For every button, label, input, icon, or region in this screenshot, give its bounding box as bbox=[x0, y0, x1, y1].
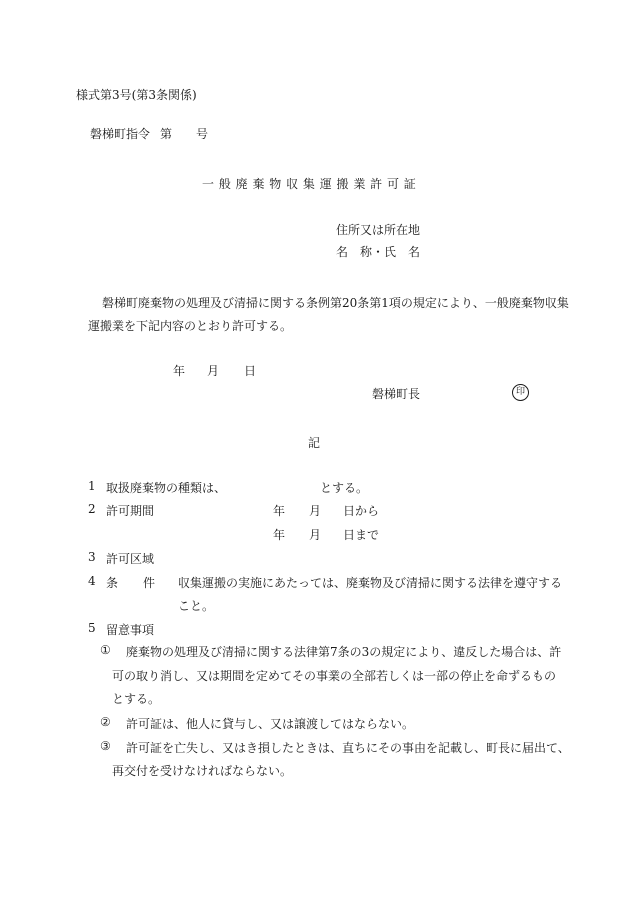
date-year: 年 bbox=[173, 364, 186, 378]
item-label-b: 件 bbox=[143, 576, 156, 590]
ref-dai: 第 bbox=[160, 127, 173, 141]
note-line: 許可証を亡失し、又はき損したときは、直ちにその事由を記載し、町長に届出て、 bbox=[126, 741, 570, 755]
item-line-2: こと。 bbox=[178, 599, 215, 613]
to-suffix: 日まで bbox=[343, 528, 380, 542]
note-mark: ① bbox=[100, 643, 111, 657]
ki-heading: 記 bbox=[308, 436, 321, 450]
to-month: 月 bbox=[309, 528, 322, 542]
from-year: 年 bbox=[273, 504, 286, 518]
item-number: 3 bbox=[88, 550, 96, 564]
date-month: 月 bbox=[207, 364, 220, 378]
item-label: 留意事項 bbox=[106, 623, 155, 637]
item-label: 許可期間 bbox=[106, 504, 155, 518]
name-label: 名 称・氏 名 bbox=[336, 245, 421, 259]
note-line: 許可証は、他人に貸与し、又は譲渡してはならない。 bbox=[126, 717, 415, 731]
address-label: 住所又は所在地 bbox=[336, 223, 421, 237]
note-mark: ② bbox=[100, 715, 111, 729]
item-number: 4 bbox=[88, 574, 96, 588]
to-year: 年 bbox=[273, 528, 286, 542]
note-line: 可の取り消し、又は期間を定めてその事業の全部若しくは一部の停止を命ずるもの bbox=[112, 669, 557, 683]
note-mark: ③ bbox=[100, 739, 111, 753]
item-line-1: 収集運搬の実施にあたっては、廃棄物及び清掃に関する法律を遵守する bbox=[178, 576, 563, 590]
from-suffix: 日から bbox=[343, 504, 380, 518]
issuer-name: 磐梯町長 bbox=[372, 387, 421, 401]
item-number: 2 bbox=[88, 502, 96, 516]
item-number: 1 bbox=[88, 479, 96, 493]
note-line: 廃棄物の処理及び清掃に関する法律第7条の3の規定により、違反した場合は、許 bbox=[126, 645, 562, 659]
item-label-a: 条 bbox=[106, 576, 119, 590]
document-title: 一 般 廃 棄 物 収 集 運 搬 業 許 可 証 bbox=[202, 177, 417, 191]
item-number: 5 bbox=[88, 621, 96, 635]
item-tail: とする。 bbox=[320, 481, 369, 495]
date-day: 日 bbox=[244, 364, 257, 378]
intro-line-1: 磐梯町廃棄物の処理及び清掃に関する条例第20条第1項の規定により、一般廃棄物収集 bbox=[102, 296, 569, 310]
item-label: 許可区域 bbox=[106, 552, 155, 566]
ref-prefix: 磐梯町指令 bbox=[90, 127, 151, 141]
item-text: 取扱廃棄物の種類は、 bbox=[106, 481, 227, 495]
seal-icon: 印 bbox=[512, 384, 529, 401]
seal-mark bbox=[512, 383, 529, 401]
note-line: とする。 bbox=[112, 692, 161, 706]
form-label: 様式第3号(第3条関係) bbox=[76, 88, 197, 102]
intro-line-2: 運搬業を下記内容のとおり許可する。 bbox=[88, 319, 293, 333]
from-month: 月 bbox=[309, 504, 322, 518]
ref-go: 号 bbox=[196, 127, 209, 141]
note-line: 再交付を受けなければならない。 bbox=[112, 764, 293, 778]
